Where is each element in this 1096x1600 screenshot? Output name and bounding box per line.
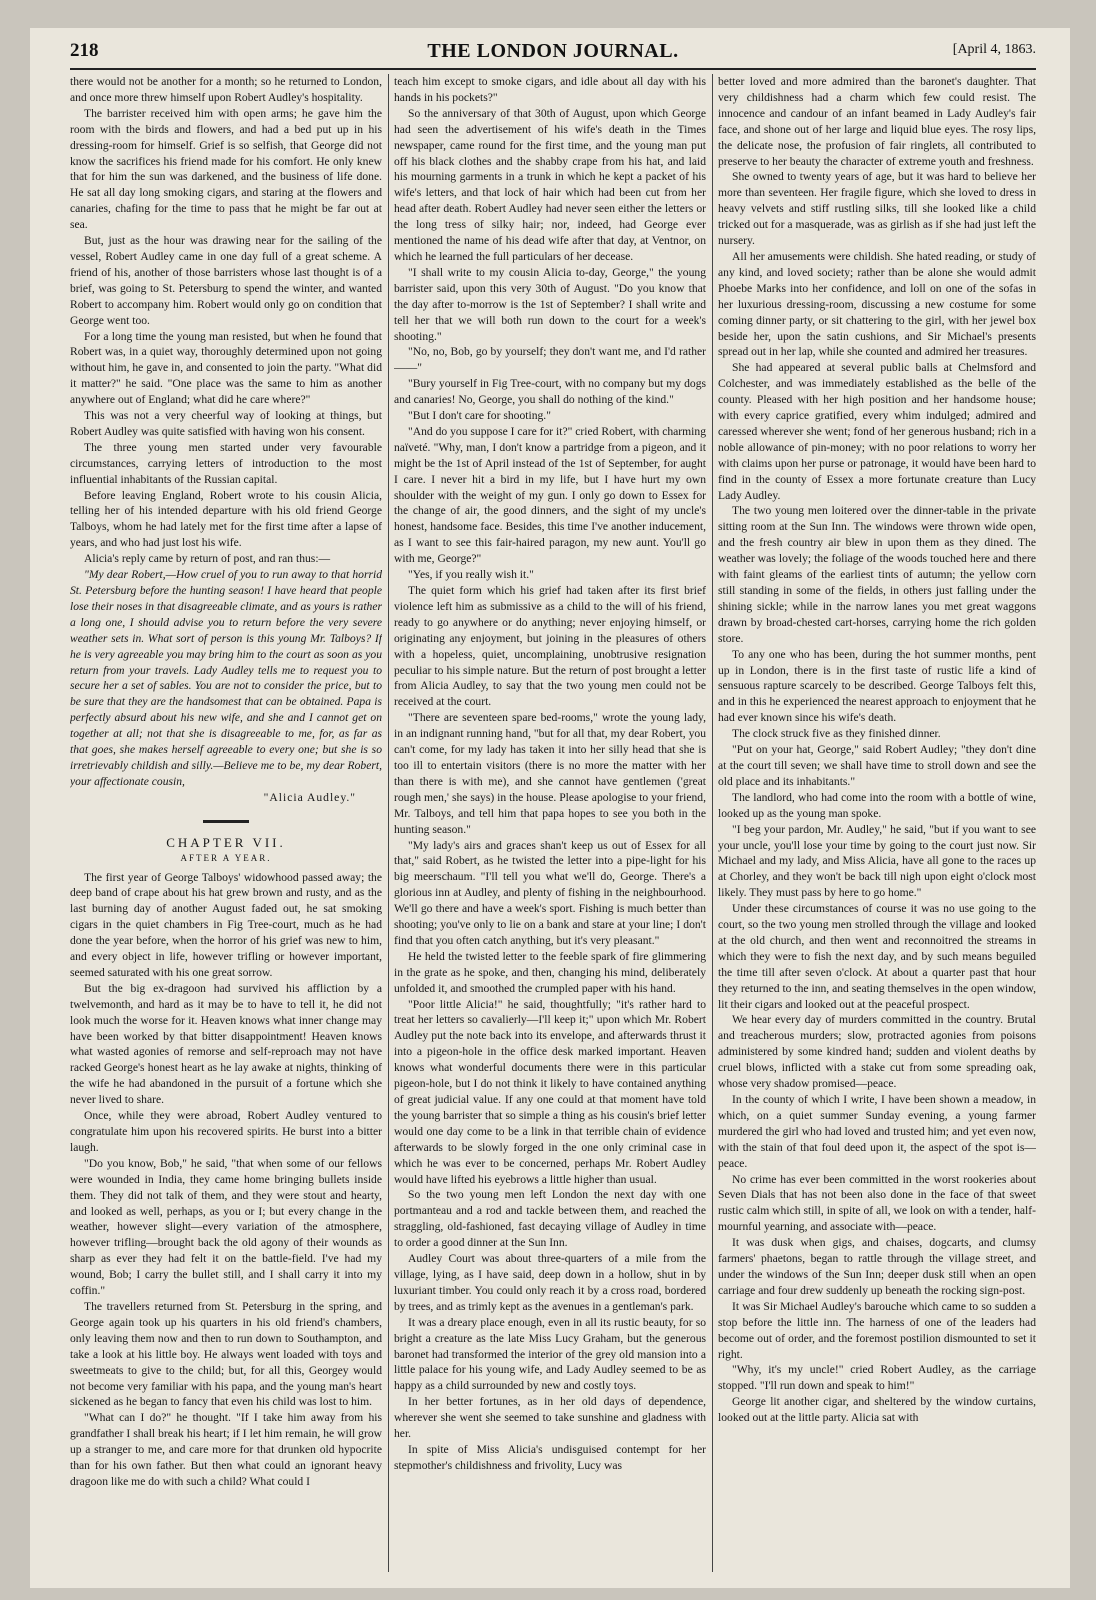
paragraph: Alicia's reply came by return of post, and ran thus:— [84,552,331,566]
paragraph: "Do you know, Bob," he said, "that when some of our fellows were wounded in India, they came home bringing bullets inside them. They did not talk of them, and they were stout and hearty, and looked as well, perhaps, as you or I; but every change in the weather, however slight—every variation of the atmosphere, however trifling—brought back the old agony of their wounds as sharp as ever they had felt it on the battle-field. I've had my wound, Bob; I carry the bullet still, and I shall carry it into my coffin." [70,1156,382,1298]
journal-title: THE LONDON JOURNAL. [427,40,679,62]
paragraph: "Put on your hat, George," said Robert Audley; "they don't dine at the court till seven; we shall have time to stroll down and see the old place and its inhabitants." [718,743,1036,788]
paragraph: teach him except to smoke cigars, and idle about all day with his hands in his pockets?" [394,75,706,104]
page-header [70,40,1036,66]
paragraph: Once, while they were abroad, Robert Audley ventured to congratulate him upon his recovered spirits. He burst into a bitter laugh. [70,1109,382,1154]
chapter-title: CHAPTER VII. [166,834,286,850]
page-number: 218 [70,40,99,61]
paragraph: Under these circumstances of course it was no use going to the court, so the two young men strolled through the village and looked at the old church, and then went and reconnoitred the streams in which they were to fish the next day, and by such means beguiled the time till after seven o'clock. At about a quarter past that hour they returned to the inn, and seating themselves in the open window, lit their cigars and looked out at the peaceful prospect. [718,902,1036,1011]
paragraph: No crime has ever been committed in the worst rookeries about Seven Dials that has not been also done in the face of that sweet rustic calm which still, in spite of all, we look on with a tender, half-mournful yearning, and associate with—peace. [718,1172,1036,1234]
column-divider [388,74,389,1572]
paragraph: In the county of which I write, I have been shown a meadow, in which, on a quiet summer Sunday evening, a young farmer murdered the girl who had loved and trusted him; and yet even now, with the stain of that foul deed upon it, the aspect of the spot is—peace. [718,1093,1036,1170]
paragraph: there would not be another for a month; so he returned to London, and once more threw himself upon Robert Audley's hospitality. [70,75,382,104]
paragraph: All her amusements were childish. She hated reading, or study of any kind, and loved society; rather than be alone she would admit Phoebe Marks into her confidence, and loll on one of the sofas in her luxurious dressing-room, discussing a new costume for some coming dinner party, or sit chattering to the girl, with her jewel box beside her, upon the satin cushions, and Sir Michael's presents spread out in her lap, while she counted and admired her treasures. [718,249,1036,359]
paragraph: It was Sir Michael Audley's barouche which came to so sudden a stop before the little inn. The harness of one of the leaders had become out of order, and the foremost postilion dismounted to set it right. [718,1299,1036,1361]
paragraph: But, just as the hour was drawing near for the sailing of the vessel, Robert Audley came in one day full of a great scheme. A friend of his, another of those barristers whose last thought is of a brief, was going to St. Petersburg to spend the winter, and wanted Robert to accompany him. Robert would only go on condition that George went too. [70,234,382,327]
paragraph: "No, no, Bob, go by yourself; they don't want me, and I'd rather——" [394,345,706,375]
paragraph: Audley Court was about three-quarters of a mile from the village, lying, as I have said, deep down in a hollow, shut in by luxuriant timber. You could only reach it by a cross road, bordered by trees, and as trimly kept as the avenues in a gentleman's park. [394,1252,706,1313]
paragraph: For a long time the young man resisted, but when he found that Robert was, in a quiet way, thoroughly determined upon not going without him, he gave in, and consented to join the party. "What did it matter?" he said. "One place was the same to him as another anywhere out of England; what did he care where?" [70,329,382,407]
paragraph: The first year of George Talboys' widowhood passed away; the deep band of crape about his hat grew brown and rusty, and as the last burning day of another August faded out, he sat smoking cigars in the quiet chambers in Fig Tree-court, much as he had done the year before, when the horror of his grief was new to him, and every object in life, however trifling or however important, seemed saturated with his one great sorrow. [70,870,382,979]
paragraph: "Why, it's my uncle!" cried Robert Audley, as the carriage stopped. "I'll run down and speak to him!" [718,1363,1036,1393]
paragraph: It was dusk when gigs, and chaises, dogcarts, and clumsy farmers' phaetons, began to rattle through the village street, and under the windows of the Sun Inn; deeper dusk still when an open carriage and four drew suddenly up beneath the rocking sign-post. [718,1236,1036,1297]
paragraph: The three young men started under very favourable circumstances, carrying letters of introduction to the most influential inhabitants of the Russian capital. [70,440,382,486]
paragraph: The clock struck five as they finished dinner. [732,727,941,741]
paragraph: He held the twisted letter to the feeble spark of fire glimmering in the grate as he spoke, and then, changing his mind, deliberately unfolded it, and smoothed the crumpled paper with his hand. [394,949,706,995]
paragraph: This was not a very cheerful way of looking at things, but Robert Audley was quite satisfied with having won his consent. [70,409,382,438]
paragraph: "What can I do?" he thought. "If I take him away from his grandfather I shall break his heart; if I let him remain, he will grow up a stranger to me, and care more for that drunken old hypocrite than for his own father. But then what could an ignorant heavy dragoon like me do with such a child? What could I [70,1411,382,1488]
paragraph: "Yes, if you really wish it." [408,568,534,582]
paragraph: The two young men loitered over the dinner-table in the private sitting room at the Sun Inn. The windows were thrown wide open, and the fresh country air blew in upon them as they dined. The weather was lovely; the foliage of the woods touched here and there with faint gleams of the earliest tints of autumn; the yellow corn still standing in some of the fields, in others just falling under the shining sickle; while in the narrow lanes you met great waggons drawn by broad-chested cart-horses, carrying home the rich golden store. [718,504,1036,645]
paragraph: So the anniversary of that 30th of August, upon which George had seen the advertisement of his wife's death in the Times newspaper, came round for the first time, and the young man put off his black clothes and the shabby crape from his hat, and laid his mourning garments in a trunk in which he kept a packet of his wife's letters, and that lock of hair which had been cut from her head after death. Robert Audley had never seen either the letters or the long tress of silky hair; nor, indeed, had George ever mentioned the name of his dead wife after that day, at Ventnor, on which he learned the full particulars of her decease. [394,106,706,263]
paragraph: The landlord, who had come into the room with a bottle of wine, looked up as the young man spoke. [718,790,1036,820]
newspaper-page [30,28,1070,1588]
paragraph: "And do you suppose I care for it?" cried Robert, with charming naïveté. "Why, man, I don't know a partridge from a pigeon, and it might be the 1st of April instead of the 1st of September, for aught I care. I never hit a bird in my life, but I have hurt my own shoulder with the weight of my gun. I only go down to Essex for the change of air, the good dinners, and the sight of my uncle's honest, handsome face. Besides, this time I've another inducement, as I want to see this fair-haired paragon, my new aunt. You'll go with me, George?" [394,424,706,566]
column-2 [394,74,706,1574]
paragraph: "I beg your pardon, Mr. Audley," he said, "but if you want to see your uncle, you'll lose your time by going to the court just now. Sir Michael and my lady, and Miss Alicia, have all gone to the races up at Chorley, and they won't be back till nigh upon eight o'clock most likely. They must pass by here to go home." [718,822,1036,900]
paragraph: Before leaving England, Robert wrote to his cousin Alicia, telling her of his intended departure with his old friend George Talboys, whom he had lately met for the first time after a lapse of years, and who had just lost his wife. [70,488,382,550]
paragraph: We hear every day of murders committed in the country. Brutal and treacherous murders; slow, protracted agonies from poisons administered by some kindred hand; sudden and violent deaths by cruel blows, inflicted with a stake cut from some spreading oak, whose very shadow promised—peace. [718,1013,1036,1091]
issue-date: [April 4, 1863. [952,42,1036,57]
paragraph: She had appeared at several public balls at Chelmsford and Colchester, and was immediately established as the belle of the county. Pleased with her high position and her handsome house; with every caprice gratified, every whim indulged; admired and caressed wherever she went; fond of her generous husband; rich in a noble allowance of pin-money; with no poor relations to worry her with claims upon her purse or patronage, it would have been hard to find in the county of Essex a more fortunate creature than Lucy Lady Audley. [718,361,1036,502]
letter-text: "My dear Robert,—How cruel of you to run away to that horrid St. Petersburg before the hunting season! I have heard that people lose their noses in that disagreeable climate, and as yours is rather a long one, I should advise you to return before the very severe weather sets in. What sort of person is this young Mr. Talboys? If he is very agreeable you may bring him to the court as soon as you return from your travels. Lady Audley tells me to request you to secure her a set of sables. You are not to consider the price, but to be sure that they are the handsomest that can be obtained. Papa is perfectly absurd about his new wife, and she and I cannot get on together at all; not that she is disagreeable to me, for, as far as that goes, she makes herself agreeable to every one; but she is so irretrievably childish and silly.—Believe me to be, my dear Robert, your affectionate cousin, [70,568,382,788]
letter-signature: "Alicia Audley." [263,790,356,804]
paragraph: "My lady's airs and graces shan't keep us out of Essex for all that," said Robert, as he twisted the letter into a pipe-light for his big meerschaum. "I'll tell you what we'll do, George. There's a glorious inn at Audley, and plenty of fishing in the neighbourhood. We'll go there and have a week's sport. Fishing is much better than shooting; you've only to lie on a bank and stare at your line; I don't find that you often catch anything, but it's very pleasant." [394,838,706,947]
paragraph: In spite of Miss Alicia's undisguised contempt for her stepmother's childishness and frivolity, Lucy was [394,1442,706,1472]
paragraph: The quiet form which his grief had taken after its first brief violence left him as submissive as a child to the will of his friend, ready to go anywhere or do anything; never enjoying himself, or originating any enjoyment, but joining in the pleasures of others with a hopeless, quiet, uncomplaining, unobtrusive resignation peculiar to his simple nature. But the return of post brought a letter from Alicia Audley, to say that the two young men could not be received at the court. [394,584,706,709]
paragraph: The travellers returned from St. Petersburg in the spring, and George again took up his quarters in his old friend's chambers, only leaving them now and then to run down to Southampton, and take a look at his little boy. He always went loaded with toys and sweetmeats to give to the child; but, for all this, Georgey would not become very familiar with his papa, and the young man's heart sickened as he began to fancy that even his child was lost to him. [70,1299,382,1409]
paragraph: So the two young men left London the next day with one portmanteau and a rod and tackle between them, and reached the straggling, old-fashioned, fast decaying village of Audley in time to order a good dinner at the Sun Inn. [394,1188,706,1250]
chapter-subtitle: AFTER A YEAR. [180,852,272,863]
column-1 [70,74,382,1574]
paragraph: "Poor little Alicia!" he said, thoughtfully; "it's rather hard to treat her letters so cavalierly—I'll keep it;" upon which Mr. Robert Audley put the note back into its envelope, and afterwards thrust it into a pigeon-hole in the office desk marked important. Heaven knows what wonderful documents there were in this particular pigeon-hole, but I do not think it likely to have contained anything of great judicial value. If any one could at that moment have told the young barrister that so simple a thing as his cousin's brief letter would one day come to be a link in that terrible chain of evidence afterwards to be slowly forged in the one only criminal case in which he was ever to be concerned, perhaps Mr. Robert Audley would have lifted his eyebrows a little higher than usual. [394,997,706,1186]
paragraph: George lit another cigar, and sheltered by the window curtains, looked out at the little party. Alicia sat with [718,1395,1036,1425]
paragraph: "I shall write to my cousin Alicia to-day, George," the young barrister said, upon this very 30th of August. "Do you know that the day after to-morrow is the 1st of September? I shall write and tell her that we will both run down to the court for a week's shooting." [394,265,706,343]
paragraph: "But I don't care for shooting." [408,409,551,423]
paragraph: In her better fortunes, as in her old days of dependence, wherever she went she seemed to take sunshine and gladness with her. [394,1395,706,1441]
header-rule [70,68,1036,70]
paragraph: The barrister received him with open arms; he gave him the room with the birds and flowers, and had a bed put up in his dressing-room for himself. Grief is so selfish, that George did not know the sacrifices his friend made for his comfort. He only knew that for him the sun was darkened, and the business of life done. He sat all day long smoking cigars, and staring at the flowers and canaries, chafing for the time to pass that he might be far out at sea. [70,106,382,232]
paragraph: "There are seventeen spare bed-rooms," wrote the young lady, in an indignant running hand, "but for all that, my dear Robert, you can't come, for my lady has taken it into her silly head that she is too ill to entertain visitors (there is no more the matter with her than there is with me), and she cannot have gentlemen ('great rough men,' she says) in the house. Please apologise to your friend, Mr. Talboys, and tell him that papa hopes to see you both in the hunting season." [394,711,706,836]
paragraph: She owned to twenty years of age, but it was hard to believe her more than seventeen. Her fragile figure, which she loved to dress in heavy velvets and stiff rustling silks, till she looked like a child tricked out for a masquerade, was as girlish as if she had just left the nursery. [718,170,1036,248]
paragraph: It was a dreary place enough, even in all its rustic beauty, for so bright a creature as the late Miss Lucy Graham, but the generous baronet had transformed the interior of the grey old mansion into a little palace for his young wife, and Lady Audley seemed to be as happy as a child surrounded by new and costly toys. [394,1315,706,1393]
paragraph: But the big ex-dragoon had survived his affliction by a twelvemonth, and hard as it may be to have to tell it, he did not look much the worse for it. Heaven knows what inner change may have been worked by that bitter disappointment! Heaven knows what wasted agonies of remorse and self-reproach may not have racked George's honest heart as he lay awake at nights, thinking of the wife he had abandoned in the pursuit of a fortune which she never lived to share. [70,981,382,1107]
column-divider [712,74,713,1572]
paragraph: "Bury yourself in Fig Tree-court, with no company but my dogs and canaries! No, George, you shall do nothing of the kind." [394,377,706,407]
paragraph: better loved and more admired than the baronet's daughter. That very childishness had a charm which few could resist. The innocence and candour of an infant beamed in Lady Audley's fair face, and shone out of her large and liquid blue eyes. The rosy lips, the delicate nose, the profusion of fair ringlets, all contributed to preserve to her beauty the character of extreme youth and freshness. [718,75,1036,168]
paragraph: To any one who has been, during the hot summer months, pent up in London, there is in the first taste of rustic life a kind of sensuous rapture scarcely to be described. George Talboys felt this, and in this he experienced the nearest approach to enjoyment that he had ever known since his wife's death. [718,647,1036,725]
section-rule [203,820,249,823]
column-3 [718,74,1036,1574]
